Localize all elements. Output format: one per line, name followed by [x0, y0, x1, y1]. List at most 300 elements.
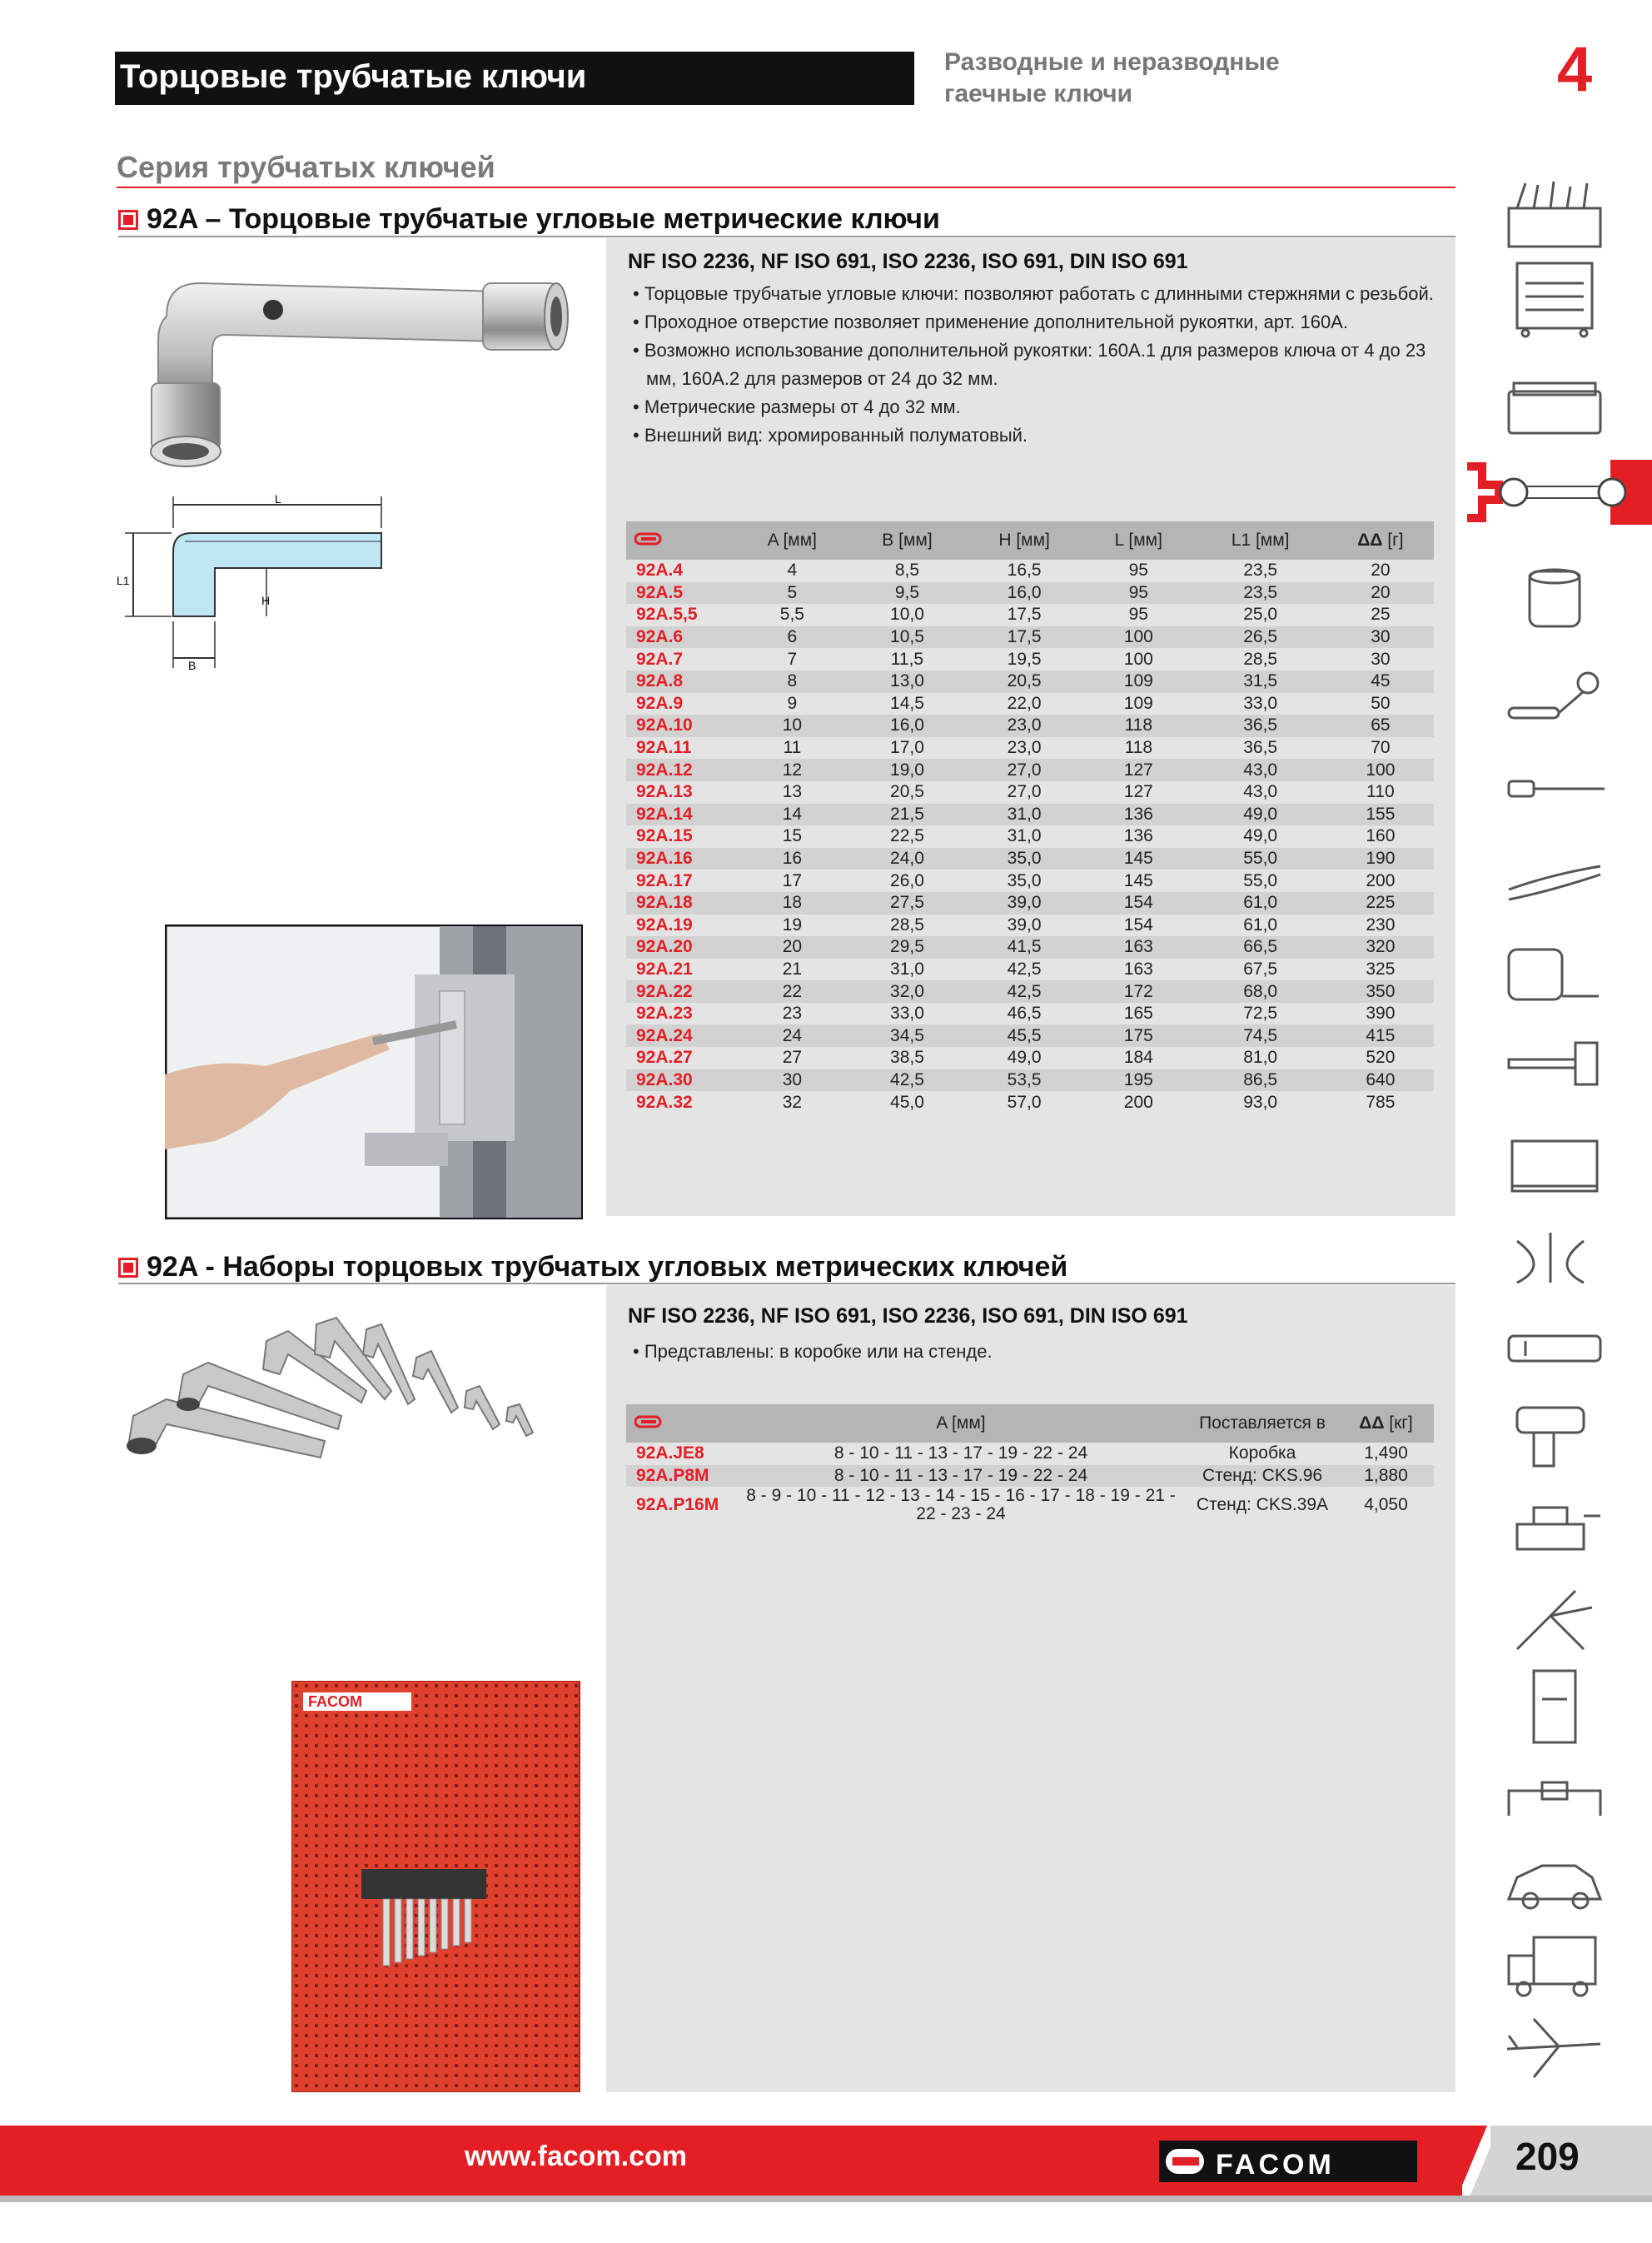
footer-bottom-rule — [0, 2196, 1652, 2202]
hacksaw-icon[interactable] — [1500, 1124, 1609, 1204]
section2-heading-text: 92A - Наборы торцовых трубчатых угловых метрических ключей — [147, 1251, 1068, 1283]
table-cell: 31,0 — [890, 959, 924, 979]
table-cell: 27,0 — [1007, 782, 1042, 802]
series-title: Серия трубчатых ключей — [117, 150, 495, 184]
section-marker-icon — [118, 1258, 138, 1278]
table-cell: 14 — [735, 804, 849, 826]
col-a-header: A [мм] — [735, 1404, 1187, 1443]
section1-standards: NF ISO 2236, NF ISO 691, ISO 2236, ISO 691, DIN ISO 691 — [628, 250, 1188, 273]
table-cell: 39,0 — [1007, 915, 1042, 935]
table-cell: 55,0 — [1194, 848, 1327, 870]
table-cell: 31,0 — [1007, 826, 1042, 846]
table-cell: 43,0 — [1243, 782, 1278, 802]
table-cell: 66,5 — [1194, 936, 1327, 959]
table-cell: 20 — [735, 936, 849, 959]
table-cell: 16,0 — [849, 715, 965, 737]
table-cell: 20,5 — [965, 670, 1083, 693]
table-cell: 42,5 — [1007, 959, 1042, 979]
table-cell: 136 — [1083, 804, 1193, 826]
table-cell: 36,5 — [1194, 715, 1327, 737]
table-cell: 24 — [735, 1024, 849, 1047]
table-cell: 35,0 — [1007, 870, 1042, 890]
bullet: • Представлены: в коробке или на стенде. — [633, 1341, 993, 1362]
table-cell: 32 — [782, 1092, 803, 1112]
wrench-spec-table — [626, 521, 1434, 1114]
table-cell: Стенд: CKS.39A — [1196, 1495, 1329, 1515]
wrench-table-body — [626, 560, 1434, 1114]
table-cell: 184 — [1123, 1048, 1153, 1068]
aircraft-icon[interactable] — [1500, 2007, 1609, 2087]
table-row — [626, 1069, 1434, 1092]
impact-wrench-icon[interactable] — [1500, 1391, 1609, 1471]
table-cell: 14,5 — [890, 693, 924, 713]
hammer-icon[interactable] — [1500, 1024, 1609, 1104]
article-ref: 92A.8 — [626, 670, 735, 693]
dim-label-h: H — [261, 594, 271, 607]
dim-label-b: B — [188, 659, 197, 672]
article-ref: 92A.14 — [626, 804, 735, 826]
table-cell: 31,5 — [1194, 670, 1327, 693]
table-cell: 785 — [1366, 1092, 1396, 1112]
lifting-handle-icon[interactable] — [1500, 1757, 1609, 1837]
table-row — [626, 1443, 1434, 1465]
table-cell: 65 — [1327, 715, 1434, 737]
table-row — [626, 1487, 1434, 1523]
multimeter-icon[interactable] — [1500, 1308, 1609, 1388]
table-cell: 172 — [1083, 980, 1193, 1003]
pliers-icon[interactable] — [1500, 841, 1609, 921]
table-cell: 23,0 — [1007, 738, 1042, 758]
table-cell: 118 — [1124, 738, 1153, 758]
table-cell: 28,5 — [890, 915, 924, 935]
table-cell: 45 — [1327, 670, 1434, 693]
col-a-header: A [мм] — [735, 521, 849, 560]
table-cell: 61,0 — [1243, 915, 1278, 935]
table-cell: 100 — [1083, 626, 1193, 649]
table-cell: 155 — [1327, 804, 1434, 826]
table-cell: 18 — [735, 892, 849, 915]
table-cell: 46,5 — [1007, 1004, 1042, 1024]
table-cell: 19,0 — [849, 759, 965, 781]
table-cell: 57,0 — [1007, 1092, 1042, 1112]
article-ref: 92A.16 — [626, 848, 735, 870]
table-cell: 38,5 — [890, 1048, 924, 1068]
table-cell: 154 — [1123, 915, 1153, 935]
table-cell: 100 — [1327, 759, 1434, 781]
footer-url[interactable]: www.facom.com — [465, 2141, 688, 2172]
table-cell: 20,5 — [890, 782, 924, 802]
table-cell: 13 — [782, 782, 803, 802]
table-cell: 17 — [782, 870, 803, 890]
table-cell: 22,0 — [1007, 693, 1042, 713]
table-header-row — [626, 1404, 1434, 1443]
table-cell: 68,0 — [1194, 980, 1327, 1003]
article-ref: 92A.9 — [636, 693, 684, 713]
table-cell: 8 — [735, 670, 849, 693]
table-cell: 225 — [1327, 892, 1434, 915]
table-cell: 15 — [782, 826, 803, 846]
category-title — [944, 47, 1294, 110]
table-cell: 190 — [1327, 848, 1434, 870]
table-cell: 200 — [1366, 870, 1396, 890]
table-cell: 39,0 — [965, 892, 1083, 915]
table-row — [626, 737, 1434, 760]
table-cell: 9,5 — [849, 582, 965, 605]
table-cell: 27,5 — [849, 892, 965, 915]
table-cell: 154 — [1083, 892, 1193, 915]
col-l-header: L [мм] — [1083, 521, 1193, 560]
article-ref: 92A.24 — [626, 1024, 735, 1047]
table-cell: 415 — [1327, 1024, 1434, 1047]
puller-icon[interactable] — [1500, 1216, 1609, 1296]
table-row — [626, 604, 1434, 626]
table-cell: 43,0 — [1194, 759, 1327, 781]
article-ref: 92A.32 — [636, 1092, 693, 1112]
table-cell: 33,0 — [890, 1004, 924, 1024]
ratchet-icon[interactable] — [1500, 658, 1609, 738]
table-cell: 32,0 — [849, 980, 965, 1003]
ref-column-header — [626, 521, 735, 560]
table-cell: 4,050 — [1364, 1495, 1408, 1515]
chapter-number: 4 — [1557, 34, 1593, 105]
table-cell: 35,0 — [965, 848, 1083, 870]
table-row — [626, 804, 1434, 826]
table-cell: 20 — [1371, 561, 1391, 581]
page-title: Торцовые трубчатые ключи — [120, 58, 587, 95]
facom-logo-text: FACOM — [1216, 2149, 1335, 2181]
table-row — [626, 1024, 1434, 1047]
table-cell: 520 — [1366, 1048, 1396, 1068]
table-cell: 11,5 — [890, 649, 924, 669]
table-cell: 50 — [1371, 693, 1391, 713]
electrical-icon[interactable] — [1500, 1666, 1609, 1746]
article-ref: 92A.22 — [626, 980, 735, 1003]
table-row — [626, 915, 1434, 937]
vise-icon[interactable] — [1500, 1491, 1609, 1571]
table-row — [626, 560, 1434, 582]
table-cell: 74,5 — [1194, 1024, 1327, 1047]
table-row — [626, 959, 1434, 981]
truck-icon[interactable] — [1500, 1924, 1609, 2004]
table-row — [626, 1047, 1434, 1069]
table-row — [626, 825, 1434, 848]
table-cell: 70 — [1371, 738, 1391, 758]
table-row — [626, 892, 1434, 915]
article-ref: 92A.20 — [626, 936, 735, 959]
dim-label-l1: L1 — [117, 574, 130, 587]
section-marker-icon — [118, 210, 138, 230]
table-cell: 325 — [1366, 959, 1396, 979]
section2-standards: NF ISO 2236, NF ISO 691, ISO 2236, ISO 691, DIN ISO 691 — [628, 1304, 1188, 1328]
table-cell: 49,0 — [1243, 826, 1278, 846]
table-cell: 23,5 — [1243, 561, 1278, 581]
table-cell: 30 — [735, 1069, 849, 1092]
table-cell: 136 — [1123, 826, 1153, 846]
table-cell: 16,5 — [1007, 561, 1042, 581]
wrench-set-image — [117, 1299, 583, 1483]
table-cell: 28,5 — [1243, 649, 1278, 669]
table-cell: 7 — [787, 649, 798, 669]
section1-divider — [118, 236, 1455, 237]
stand-brand-label: FACOM — [308, 1693, 362, 1710]
table-row — [626, 715, 1434, 737]
article-ref: 92A.5 — [626, 582, 735, 605]
table-cell: 34,5 — [849, 1024, 965, 1047]
table-cell: 31,0 — [965, 804, 1083, 826]
category-line-1: Разводные и неразводные — [944, 48, 1280, 76]
sidebar-active-wrench[interactable] — [1465, 458, 1652, 526]
table-cell: 8 - 9 - 10 - 11 - 12 - 13 - 14 - 15 - 16 - 17 - 18 - 19 - 21 - 22 - 23 - 24 — [746, 1486, 1176, 1524]
table-cell: 127 — [1083, 759, 1193, 781]
table-cell: 41,5 — [965, 936, 1083, 959]
table-cell: 127 — [1123, 782, 1153, 802]
scale-icon: ΔΔ — [1357, 531, 1383, 550]
table-cell: 145 — [1123, 870, 1153, 890]
col-supplied-header: Поставляется в — [1187, 1404, 1338, 1443]
dim-label-l: L — [275, 492, 281, 506]
table-cell: 19,5 — [1007, 649, 1042, 669]
bullet: • Метрические размеры от 4 до 32 мм. — [633, 396, 961, 417]
table-cell: 93,0 — [1243, 1092, 1278, 1112]
article-ref: 92A.17 — [636, 870, 693, 890]
table-cell: 95 — [1128, 561, 1148, 581]
article-ref: 92A.JE8 — [636, 1443, 704, 1463]
table-cell: 195 — [1083, 1069, 1193, 1092]
table-cell: 118 — [1083, 715, 1193, 737]
table-row — [626, 781, 1434, 804]
set-table-body — [626, 1443, 1434, 1523]
col-weight-unit: [г] — [1387, 531, 1404, 550]
tool-box-icon[interactable] — [1500, 366, 1609, 446]
car-icon[interactable] — [1500, 1841, 1609, 1921]
table-cell: 67,5 — [1243, 959, 1278, 979]
bullet: • Торцовые трубчатые угловые ключи: позволяют работать с длинными стержнями с резьбой. — [633, 283, 1434, 304]
series-divider — [117, 187, 1455, 188]
article-ref: 92A.15 — [636, 826, 693, 846]
table-cell: 230 — [1366, 915, 1396, 935]
table-row — [626, 648, 1434, 670]
section1-heading — [118, 203, 940, 236]
usage-photo — [165, 925, 583, 1219]
article-ref: 92A.30 — [626, 1069, 735, 1092]
table-cell: 6 — [735, 626, 849, 649]
page-number: 209 — [1515, 2135, 1580, 2178]
section1-bullets — [626, 280, 1442, 450]
table-row — [626, 870, 1434, 892]
table-row — [626, 936, 1434, 959]
article-ref: 92A.18 — [626, 892, 735, 915]
table-cell: 81,0 — [1243, 1048, 1278, 1068]
table-cell: 12 — [735, 759, 849, 781]
table-cell: 17,0 — [890, 738, 924, 758]
col-weight-header — [1338, 1404, 1434, 1443]
table-cell: 30 — [1371, 649, 1391, 669]
angled-wrench-image — [133, 267, 583, 475]
section2-bullets — [626, 1338, 1442, 1366]
table-cell: 10,0 — [890, 605, 924, 625]
article-ref: 92A.P16M — [636, 1495, 719, 1515]
table-cell: 36,5 — [1243, 738, 1278, 758]
table-cell: 23,5 — [1194, 582, 1327, 605]
table-cell: 390 — [1366, 1004, 1396, 1024]
col-l1-header: L1 [мм] — [1194, 521, 1327, 560]
table-cell: 24,0 — [849, 848, 965, 870]
article-ref: 92A.23 — [636, 1004, 693, 1024]
table-cell: 5,5 — [779, 605, 804, 625]
table-cell: 1,880 — [1338, 1465, 1434, 1488]
table-cell: 25,0 — [1243, 605, 1278, 625]
facom-ref-icon — [634, 532, 663, 546]
table-row — [626, 848, 1434, 870]
section2-divider — [118, 1283, 1455, 1284]
table-cell: 109 — [1083, 670, 1193, 693]
table-cell: 86,5 — [1194, 1069, 1327, 1092]
table-cell: 72,5 — [1243, 1004, 1278, 1024]
article-ref: 92A.19 — [636, 915, 693, 935]
table-row — [626, 1003, 1434, 1025]
table-cell: 20 — [1327, 582, 1434, 605]
table-cell: 26,0 — [890, 870, 924, 890]
table-cell: 13,0 — [849, 670, 965, 693]
table-cell: 21,5 — [849, 804, 965, 826]
article-ref: 92A.6 — [626, 626, 735, 649]
table-cell: 320 — [1327, 936, 1434, 959]
table-cell: 49,0 — [1007, 1048, 1042, 1068]
table-cell: 27,0 — [965, 759, 1083, 781]
section1-heading-text: 92A – Торцовые трубчатые угловые метрические ключи — [147, 203, 940, 235]
article-ref: 92A.5,5 — [636, 605, 698, 625]
table-cell: 25 — [1371, 605, 1391, 625]
table-row — [626, 980, 1434, 1003]
safety-icon[interactable] — [1500, 1583, 1609, 1662]
table-row — [626, 626, 1434, 649]
category-line-2: гаечные ключи — [944, 80, 1133, 107]
tape-measure-icon[interactable] — [1500, 933, 1609, 1013]
bullet: • Возможно использование дополнительной рукоятки: 160A.1 для размеров ключа от 4 до 23 мм, 160A.2 для размеров от 24 до 32 мм. — [633, 340, 1426, 389]
table-cell: 8,5 — [894, 561, 920, 581]
col-weight-unit: [кг] — [1389, 1413, 1413, 1433]
table-cell: 95 — [1128, 605, 1148, 625]
article-ref: 92A.11 — [636, 738, 692, 758]
table-cell: 27 — [782, 1048, 803, 1068]
table-header-row — [626, 521, 1434, 560]
table-cell: 8 - 10 - 11 - 13 - 17 - 19 - 22 - 24 — [833, 1443, 1088, 1463]
table-row — [626, 759, 1434, 781]
table-cell: 163 — [1083, 936, 1193, 959]
table-row — [626, 582, 1434, 605]
socket-icon[interactable] — [1500, 558, 1609, 638]
table-cell: 200 — [1123, 1092, 1153, 1112]
table-cell: 10 — [735, 715, 849, 737]
article-ref: 92A.10 — [626, 715, 735, 737]
section2-heading — [118, 1251, 1067, 1283]
table-cell: 21 — [782, 959, 803, 979]
table-cell: 109 — [1123, 693, 1153, 713]
table-cell: 4 — [787, 561, 798, 581]
display-stand-image — [291, 1681, 583, 2092]
table-cell: 163 — [1123, 959, 1153, 979]
page-title-bar — [115, 52, 914, 105]
table-cell: 95 — [1083, 582, 1193, 605]
table-cell: 350 — [1327, 980, 1434, 1003]
table-cell: 9 — [787, 693, 798, 713]
table-cell: 8 - 10 - 11 - 13 - 17 - 19 - 22 - 24 — [735, 1465, 1187, 1488]
table-cell: 165 — [1123, 1004, 1153, 1024]
table-cell: 11 — [783, 738, 802, 758]
table-cell: 145 — [1083, 848, 1193, 870]
table-cell: Стенд: CKS.96 — [1187, 1465, 1338, 1488]
facom-logo — [1157, 2137, 1432, 2187]
col-b-header: B [мм] — [849, 521, 965, 560]
col-weight-header — [1327, 521, 1434, 560]
table-cell: 26,5 — [1194, 626, 1327, 649]
table-cell: 100 — [1123, 649, 1153, 669]
ref-column-header — [626, 1404, 735, 1443]
table-cell: 19 — [782, 915, 803, 935]
table-cell: 49,0 — [1194, 804, 1327, 826]
table-cell: 17,5 — [1007, 605, 1042, 625]
table-cell: 29,5 — [849, 936, 965, 959]
table-cell: 23 — [782, 1004, 803, 1024]
tool-chest-icon[interactable] — [1500, 175, 1609, 255]
article-ref: 92A.P8M — [626, 1465, 735, 1488]
table-cell: 175 — [1083, 1024, 1193, 1047]
bullet: • Проходное отверстие позволяет применение дополнительной рукоятки, арт. 160A. — [633, 312, 1348, 332]
article-ref: 92A.4 — [636, 561, 684, 581]
table-cell: 160 — [1366, 826, 1396, 846]
dimension-diagram — [117, 491, 400, 675]
article-ref: 92A.27 — [636, 1048, 693, 1068]
table-cell: 110 — [1366, 782, 1395, 802]
table-cell: 61,0 — [1194, 892, 1327, 915]
table-row — [626, 1091, 1434, 1114]
table-cell: 17,5 — [965, 626, 1083, 649]
table-cell: 16,0 — [965, 582, 1083, 605]
table-cell: 45,5 — [965, 1024, 1083, 1047]
article-ref: 92A.12 — [626, 759, 735, 781]
article-ref: 92A.21 — [636, 959, 693, 979]
table-cell: 1,490 — [1364, 1443, 1408, 1463]
table-row — [626, 693, 1434, 715]
table-cell: 23,0 — [965, 715, 1083, 737]
table-cell: 10,5 — [849, 626, 965, 649]
table-cell: 22 — [735, 980, 849, 1003]
scale-icon: ΔΔ — [1359, 1413, 1385, 1433]
table-row — [626, 1465, 1434, 1488]
article-ref: 92A.7 — [636, 649, 684, 669]
col-h-header: H [мм] — [965, 521, 1083, 560]
facom-ref-icon — [634, 1415, 663, 1428]
table-cell: 53,5 — [965, 1069, 1083, 1092]
table-cell: 33,0 — [1243, 693, 1278, 713]
article-ref: 92A.13 — [636, 782, 693, 802]
table-cell: 30 — [1327, 626, 1434, 649]
table-cell: 5 — [735, 582, 849, 605]
table-cell: 42,5 — [965, 980, 1083, 1003]
table-cell: 640 — [1327, 1069, 1434, 1092]
table-cell: 45,0 — [890, 1092, 924, 1112]
table-cell: 55,0 — [1243, 870, 1278, 890]
screwdriver-icon[interactable] — [1500, 750, 1609, 830]
table-cell: 42,5 — [849, 1069, 965, 1092]
table-cell: 22,5 — [890, 826, 924, 846]
table-cell: 16 — [735, 848, 849, 870]
table-row — [626, 670, 1434, 693]
bullet: • Внешний вид: хромированный полуматовый. — [633, 425, 1028, 446]
set-spec-table — [626, 1404, 1434, 1523]
table-cell: Коробка — [1228, 1443, 1296, 1463]
roller-cabinet-icon[interactable] — [1500, 258, 1609, 338]
